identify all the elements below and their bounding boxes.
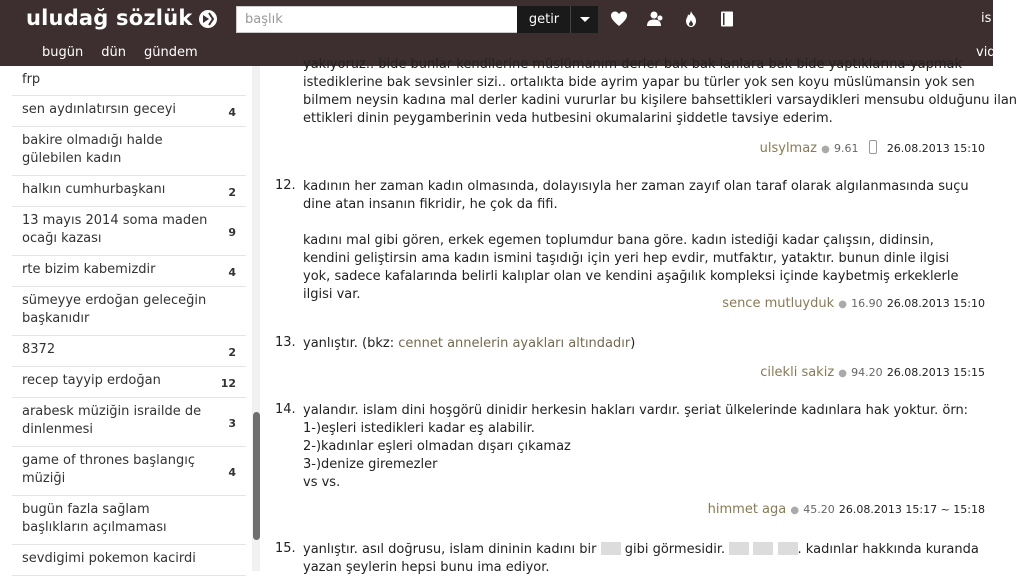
- topic-label: bugün fazla sağlam başlıkların açılmaması: [22, 502, 167, 535]
- censored-word: [729, 542, 749, 555]
- topic-item[interactable]: [12, 176, 246, 207]
- nav-video[interactable]: vid: [976, 45, 996, 60]
- entry-text: [303, 335, 993, 353]
- topic-label: bakire olmadığı halde gülebilen kadın: [22, 133, 163, 166]
- entry-meta: [760, 365, 985, 380]
- topic-count: 12: [220, 377, 236, 390]
- nav-today[interactable]: bugün: [42, 45, 84, 60]
- entry-number: 12.: [275, 178, 296, 193]
- entry-list: [262, 57, 1017, 575]
- topic-label: sümeyye erdoğan geleceğin başkanıdır: [22, 293, 207, 326]
- topic-item[interactable]: [12, 96, 246, 127]
- topic-item[interactable]: [12, 336, 246, 367]
- topic-item[interactable]: [12, 207, 246, 256]
- topic-count: 2: [228, 186, 236, 199]
- entry-text-after: ): [630, 336, 636, 351]
- entry-text-part: . kadınlar hakkında kuranda: [797, 542, 979, 557]
- entry-line: 2-)kadınlar eşleri olmadan dışarı çıkamaz: [303, 439, 571, 454]
- separator-dot: ●: [790, 505, 800, 516]
- topic-count: 4: [228, 106, 236, 119]
- entry-author[interactable]: sence mutluyduk: [722, 296, 835, 311]
- separator-dot: ●: [838, 368, 848, 379]
- search-button[interactable]: getir: [517, 6, 571, 33]
- search-input[interactable]: [236, 6, 518, 33]
- topic-label: game of thrones başlangıç müziği: [22, 453, 195, 486]
- entry-number: 13.: [275, 335, 296, 350]
- entry-author[interactable]: ulsylmaz: [759, 141, 818, 156]
- book-icon[interactable]: [718, 10, 736, 28]
- heart-icon[interactable]: [610, 10, 628, 28]
- entry-line: vs vs.: [303, 475, 341, 490]
- topic-item[interactable]: [12, 287, 246, 336]
- entry-line: 1-)eşleri istedikleri kadar eş alabilir.: [303, 421, 535, 436]
- topic-label: arabesk müziğin israilde de dinlenmesi: [22, 404, 202, 437]
- entry-meta: [722, 296, 985, 311]
- entry-score: 45.20: [803, 503, 835, 516]
- entry-score: 9.61: [834, 142, 859, 155]
- entry-text: [303, 541, 993, 577]
- entry-author[interactable]: cilekli sakiz: [760, 365, 835, 380]
- chevron-down-icon[interactable]: [570, 6, 598, 33]
- entry-line: istediklerine bak sevsinler sizi.. ortalıkta bide ayrim yapar bu türler yok sen koyu müslümansin yok sen: [303, 75, 975, 90]
- topic-label: sevdigimi pokemon kacirdi: [22, 551, 196, 566]
- censored-word: [778, 542, 798, 555]
- topic-item[interactable]: [12, 256, 246, 287]
- topic-item[interactable]: [12, 367, 246, 398]
- topic-item[interactable]: [12, 545, 246, 576]
- topic-item[interactable]: [12, 447, 246, 496]
- entry-line: yakıyoruz.. bide bunlar kendilerine müslümanım derler bak bak lanlara bak bide yaptıklarına-yapmak: [303, 57, 963, 72]
- entry-line: [303, 541, 993, 559]
- topic-label: 8372: [22, 342, 56, 357]
- topic-count: 9: [228, 226, 236, 239]
- bkz-link[interactable]: cennet annelerin ayakları altındadır: [398, 336, 631, 351]
- sidebar: [0, 66, 262, 571]
- entry-number: 14.: [275, 402, 296, 417]
- topic-count: 3: [228, 417, 236, 430]
- topic-list: [12, 60, 246, 576]
- topic-item[interactable]: [12, 496, 246, 545]
- entry-line: 3-)denize giremezler: [303, 457, 438, 472]
- censored-word: [753, 542, 773, 555]
- topic-label: rte bizim kabemizdir: [22, 262, 156, 277]
- mobile-icon: [869, 140, 877, 154]
- entry-date[interactable]: 26.08.2013 15:17 ~ 15:18: [838, 503, 985, 516]
- entry-score: 94.20: [851, 366, 883, 379]
- topic-count: 4: [228, 266, 236, 279]
- fire-icon[interactable]: [682, 10, 700, 28]
- entry-number: 15.: [275, 541, 296, 556]
- topic-label: halkın cumhurbaşkanı: [22, 182, 166, 197]
- topic-label: sen aydınlatırsın geceyi: [22, 102, 176, 117]
- entry-paragraph: kadını mal gibi gören, erkek egemen toplumdur bana göre. kadın istediği kadar çalışsın, didinsin, kendini geliştirsin ama kadın ismini taşıdığı için yeri hep evdir, mutfaktır, yataktır. bunun dinle ilgisi yok, sadece kafalarında belirli kalıplar olan ve kendini aşağılık kompleksi içinde kaybetmiş erkeklerle ilgisi var.: [303, 233, 959, 302]
- topic-item[interactable]: [12, 127, 246, 176]
- topic-label: 13 mayıs 2014 soma maden ocağı kazası: [22, 213, 208, 246]
- entry-line: yalandır. islam dini hoşgörü dinidir herkesin hakları vardır. şeriat ülkelerinde kadınlara hak yoktur. örn:: [303, 403, 969, 418]
- entry-date[interactable]: 26.08.2013 15:10: [886, 142, 985, 155]
- entry-text: [303, 178, 973, 304]
- separator-dot: ●: [838, 299, 848, 310]
- entry-meta: [708, 502, 985, 517]
- header-user-link[interactable]: is: [981, 11, 992, 26]
- sub-navigation: [42, 45, 198, 60]
- censored-word: [601, 542, 621, 555]
- entry-score: 16.90: [851, 297, 883, 310]
- topic-label: recep tayyip erdoğan: [22, 373, 161, 388]
- topic-item[interactable]: [12, 60, 246, 96]
- entry-text: [303, 402, 993, 492]
- nav-yesterday[interactable]: dün: [101, 45, 126, 60]
- topic-count: 2: [228, 346, 236, 359]
- entry-date[interactable]: 26.08.2013 15:10: [886, 297, 985, 310]
- entry-text-before: yanlıştır. (bkz:: [303, 336, 399, 351]
- sidebar-scrollbar-thumb[interactable]: [253, 412, 260, 540]
- topic-label: frp: [22, 72, 41, 87]
- entry-text: [303, 56, 1017, 128]
- entry-line: bilmem neysin kadına mal derler kadini vururlar bu kişilere bahsettikleri varsaydikleri mensubu olduğunu ilan: [303, 93, 1017, 108]
- nav-agenda[interactable]: gündem: [143, 45, 198, 60]
- separator-dot: ●: [821, 144, 830, 155]
- topic-item[interactable]: [12, 398, 246, 447]
- entry-text-part: gibi görmesidir.: [624, 542, 726, 557]
- logo-mark-icon[interactable]: [198, 9, 218, 29]
- user-icon[interactable]: [646, 10, 664, 28]
- entry-date[interactable]: 26.08.2013 15:15: [886, 366, 985, 379]
- entry-paragraph: kadının her zaman kadın olmasında, dolayısıyla her zaman zayıf olan taraf olarak algılanmasında suçu dine atan insanın fikridir, he çok da fifi.: [303, 179, 969, 212]
- entry-meta: [760, 140, 985, 156]
- search-bar: [236, 6, 598, 33]
- entry-author[interactable]: himmet aga: [707, 502, 787, 517]
- topic-count: 4: [228, 466, 236, 479]
- entry-text-part: yanlıştır. asıl doğrusu, islam dininin kadını bir: [303, 542, 597, 557]
- entry-line: ettikleri dinin peygamberinin veda hutbesini okumalarini şiddetle tavsiye ederim.: [303, 111, 833, 126]
- entry-line: yazan şeylerin hepsi bunu ima ediyor.: [303, 560, 550, 575]
- site-logo[interactable]: uludağ sözlük: [26, 6, 193, 30]
